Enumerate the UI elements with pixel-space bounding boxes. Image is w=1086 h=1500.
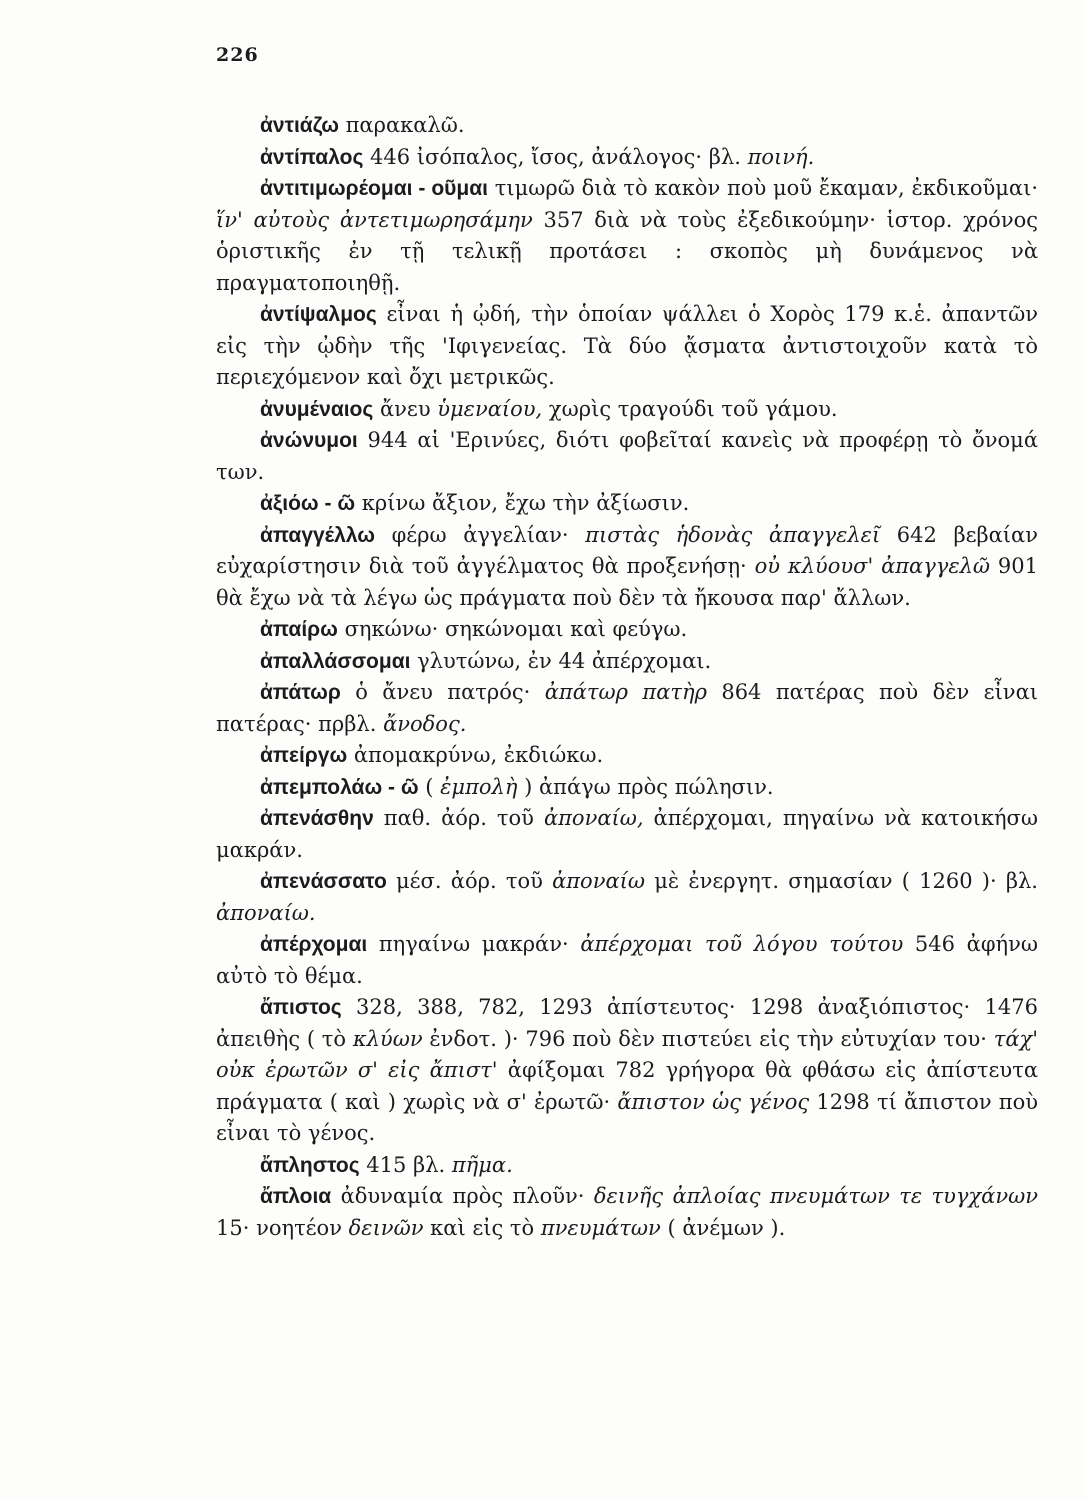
entry-citation-italic: ἀποναίω [552,869,646,893]
glossary-entry [216,1150,1038,1182]
entry-headword: ἀπέρχομαι [260,933,368,956]
glossary-entry [216,646,1038,678]
entry-headword: ἀπάτωρ [260,681,341,704]
entry-definition-text: παρακαλῶ. [338,113,465,137]
entry-citation-italic: κλύων [352,1026,423,1051]
entry-citation-italic: ὑμεναίου, [437,396,543,421]
entry-definition-text: παθ. ἀόρ. τοῦ [373,806,544,830]
entry-citation-italic: τάχ' οὐκ ἐρωτῶν σ' εἰς ἄπιστ' [216,1026,1039,1082]
entry-headword: ἀντιάζω [260,114,339,137]
entry-citation-italic: ἄπιστον ὡς γένος [617,1089,810,1114]
glossary-entry [216,677,1038,740]
entry-definition-text: μὲ ἐνεργητ. σημασίαν ( 1260 )· βλ. [645,869,1038,893]
entry-definition-text: ἀδυναμία πρὸς πλοῦν· [331,1184,594,1208]
glossary-entry [216,803,1038,866]
entry-definition-text: ὁ ἄνευ πατρός· [340,680,545,704]
entry-citation-italic: οὐ κλύουσ' ἀπαγγελῶ [754,554,991,578]
entry-citation-italic: ἀποναίω. [216,900,316,925]
entry-headword: ἄπλοια [260,1185,332,1208]
entry-definition-text: 944 αἱ 'Ερινύες, διότι φοβεῖταί κανεὶς νὰ προφέρῃ τὸ ὄνομά των. [216,428,1038,484]
entry-headword: ἀπαίρω [260,618,338,641]
glossary-entry [216,929,1038,992]
entry-definition-text: εἶναι ἡ ᾠδή, τὴν ὁποίαν ψάλλει ὁ Χορὸς 179 κ.ἑ. ἀπαντῶν εἰς τὴν ᾠδὴν τῆς 'Ιφιγενείας. Τὰ δύο ᾄσματα ἀντιστοιχοῦν κατὰ τὸ περιεχόμενον καὶ ὄχι μετρικῶς. [216,302,1038,389]
entry-definition-text: τιμωρῶ διὰ τὸ κακὸν ποὺ μοῦ ἔκαμαν, ἐκδικοῦμαι· [487,176,1039,200]
entry-headword: ἀπαλλάσσομαι [260,649,411,673]
entry-citation-italic: πνευμάτων [540,1215,661,1240]
entry-definition-text: κρίνω ἄξιον, ἔχω τὴν ἀξίωσιν. [355,491,690,515]
entry-headword: ἀπαγγέλλω [260,523,375,547]
entry-definition-text: ἀπομακρύνω, ἐκδιώκω. [347,743,604,767]
page-number: 226 [216,44,259,66]
entry-citation-italic: πιστὰς ἡδονὰς ἀπαγγελεῖ [585,522,881,547]
entry-citation-italic: ἀποναίω, [543,806,644,830]
entry-citation-italic: ποινή. [747,144,815,169]
entry-headword: ἀπείργω [260,744,348,767]
entry-headword: ἄπληστος [260,1153,360,1177]
entry-definition-text: 642 βεβαίαν εὐχαρίστησιν διὰ τοῦ ἀγγέλματος θὰ προξενήσῃ· [216,522,1038,578]
glossary-entry [216,173,1038,299]
entry-definition-text: 446 ἰσόπαλος, ἴσος, ἀνάλογος· βλ. [363,144,748,169]
entry-headword: ἀντίπαλος [260,145,364,169]
entry-definition-text: ( ἀνέμων ). [660,1215,786,1240]
entry-citation-italic: ἵν' αὐτοὺς ἀντετιμωρησάμην [216,207,533,232]
glossary-entry [216,992,1038,1150]
glossary-entry [216,520,1038,615]
entry-definition-text: ἀπέρχομαι, πηγαίνω νὰ κατοικήσω μακράν. [216,806,1038,862]
entry-headword: ἀπενάσθην [260,807,374,830]
glossary-entry [216,1181,1038,1244]
entry-headword: ἀπεμπολάω - ῶ [260,775,419,799]
entry-headword: ἀντίψαλμος [260,303,377,326]
entry-definition-text: πηγαίνω μακράν· [367,932,581,956]
glossary-entries [216,110,1038,1244]
entry-definition-text: ) ἀπάγω πρὸς πώλησιν. [517,774,774,799]
glossary-entry [216,110,1038,142]
entry-definition-text: 357 διὰ νὰ τοὺς ἐξεδικούμην· ἱστορ. χρόνος ὁριστικῆς ἐν τῇ τελικῇ προτάσει : σκοπὸς μὴ δυνάμενος νὰ πραγματοποιηθῇ. [216,207,1038,295]
entry-citation-italic: ἄνοδος. [383,711,467,736]
entry-definition-text: 864 πατέρας ποὺ δὲν εἶναι πατέρας· πρβλ. [216,680,1038,736]
glossary-entry [216,488,1038,520]
entry-definition-text: 546 ἀφήνω αὐτὸ τὸ θέμα. [216,932,1038,988]
entry-definition-text: σηκώνω· σηκώνομαι καὶ φεύγω. [337,617,688,641]
entry-headword: ἄπιστος [260,996,342,1019]
glossary-entry [216,142,1038,174]
entry-definition-text: 1298 τί ἄπιστον ποὺ εἶναι τὸ γένος. [216,1089,1038,1145]
entry-definition-text: καὶ εἰς τὸ [423,1215,541,1240]
entry-headword: ἀντιτιμωρέομαι - οῦμαι [260,177,488,200]
entry-definition-text: γλυτώνω, ἐν 44 ἀπέρχομαι. [410,648,712,673]
entry-definition-text: 15· νοητέον [216,1215,349,1240]
entry-headword: ἀπενάσσατο [260,870,387,893]
entry-citation-italic: δεινῶν [348,1215,424,1240]
entry-definition-text: ( [418,774,441,799]
glossary-entry [216,394,1038,426]
glossary-entry [216,772,1038,804]
entry-definition-text: φέρω ἀγγελίαν· [375,522,586,547]
entry-definition-text: μέσ. ἀόρ. τοῦ [386,869,553,893]
entry-headword: ἀξιόω - ῶ [260,492,356,515]
glossary-entry [216,866,1038,929]
glossary-entry [216,299,1038,394]
entry-citation-italic: ἐμπολὴ [440,774,518,799]
entry-definition-text: 328, 388, 782, 1293 ἀπίστευτος· 1298 ἀναξιόπιστος· 1476 ἀπειθὴς ( τὸ [216,995,1038,1051]
glossary-entry [216,614,1038,646]
glossary-entry [216,425,1038,488]
entry-definition-text: 901 θὰ ἔχω νὰ τὰ λέγω ὡς πράγματα ποὺ δὲν τὰ ἤκουσα παρ' ἄλλων. [216,554,1038,610]
entry-definition-text: 415 βλ. [359,1152,452,1177]
glossary-entry [216,740,1038,772]
entry-citation-italic: πῆμα. [451,1152,513,1177]
entry-definition-text: ἐνδοτ. )· 796 ποὺ δὲν πιστεύει εἰς τὴν εὐτυχίαν του· [422,1026,994,1051]
entry-definition-text: ἀφίξομαι 782 γρήγορα θὰ φθάσω εἰς ἀπίστευτα πράγματα ( καὶ ) χωρὶς νὰ σ' ἐρωτῶ· [216,1058,1038,1114]
entry-citation-italic: δεινῆς ἀπλοίας πνευμάτων τε τυγχάνων [593,1184,1038,1208]
entry-definition-text: ἄνευ [373,396,438,421]
entry-definition-text: χωρὶς τραγούδι τοῦ γάμου. [542,396,838,421]
entry-headword: ἀνυμέναιος [260,397,374,421]
entry-citation-italic: ἀπάτωρ πατὴρ [544,680,707,704]
entry-citation-italic: ἀπέρχομαι τοῦ λόγου τούτου [580,932,904,956]
entry-headword: ἀνώνυμοι [260,429,358,452]
